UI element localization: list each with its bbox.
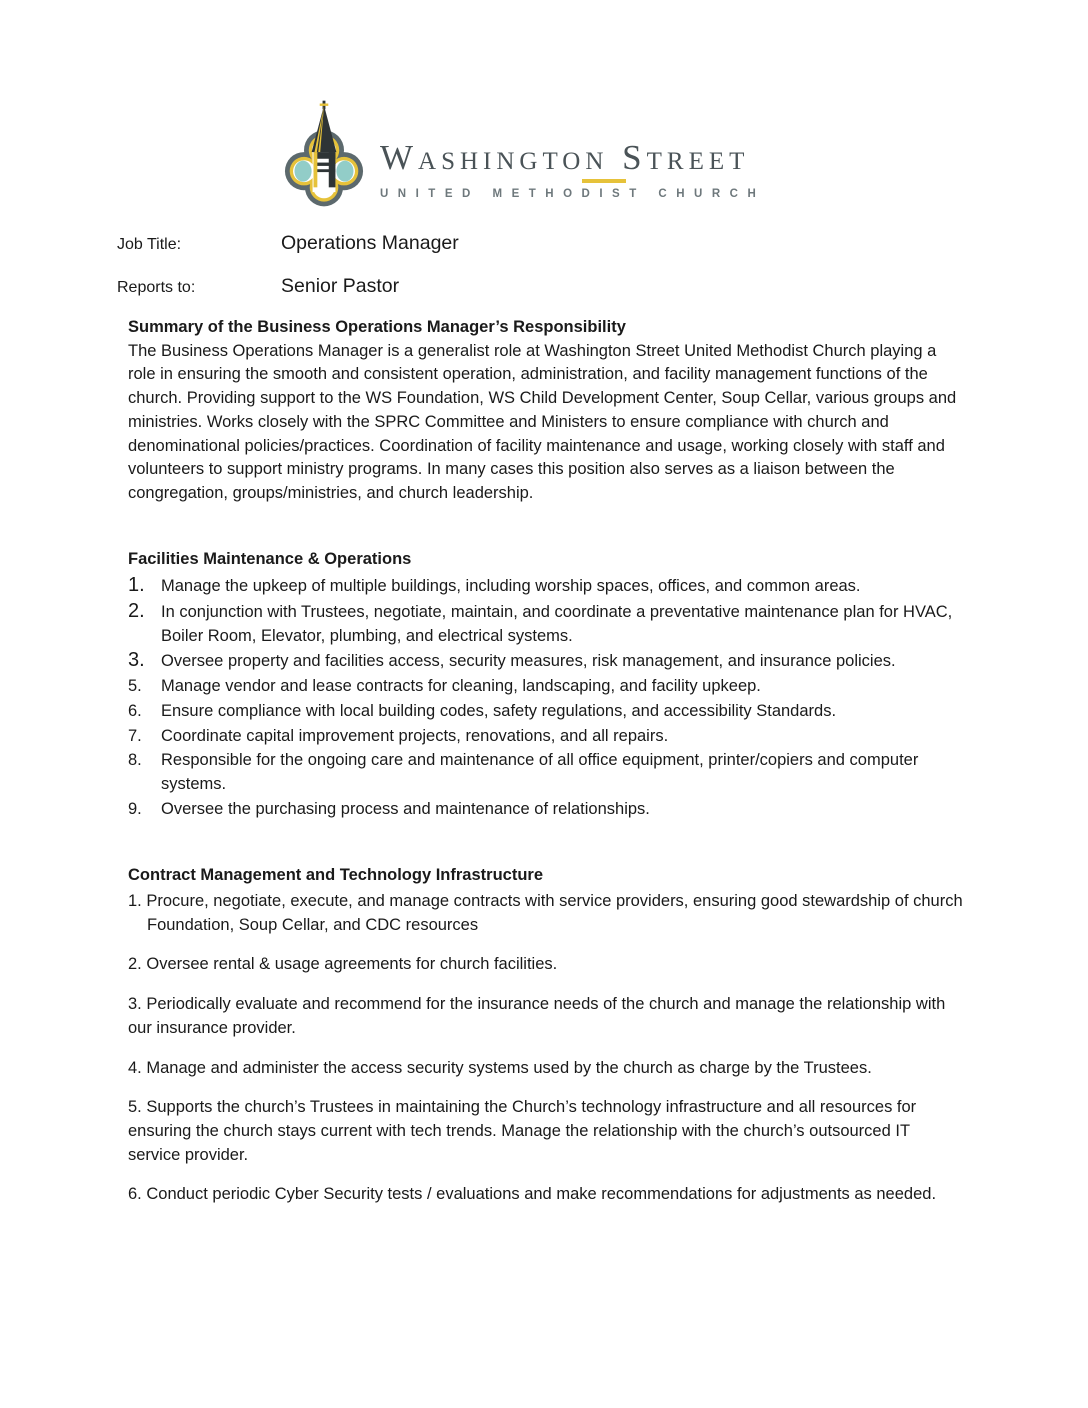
contract-item [128, 1183, 964, 1207]
item-number: 7. [128, 726, 142, 745]
facilities-item [128, 700, 964, 724]
logo-gold-underline [582, 179, 626, 183]
item-text: Manage the upkeep of multiple buildings, including worship spaces, offices, and common areas. [161, 577, 861, 596]
item-number: 1. [128, 892, 142, 911]
item-number: 1. [128, 574, 145, 597]
reports-to-value: Senior Pastor [281, 275, 400, 297]
item-number: 5. [128, 1098, 142, 1117]
church-emblem-icon [284, 100, 364, 208]
facilities-item [128, 798, 964, 822]
contract-item [128, 1096, 964, 1167]
facilities-item [128, 574, 964, 599]
reports-to-label: Reports to: [117, 279, 196, 296]
item-text: Manage vendor and lease contracts for cleaning, landscaping, and facility upkeep. [161, 677, 761, 696]
reports-to-row [117, 275, 1088, 298]
item-text: Conduct periodic Cyber Security tests / evaluations and make recommendations for adjustments as needed. [146, 1185, 937, 1204]
logo-subtitle: UNITED METHODIST CHURCH [380, 188, 766, 200]
job-title-value: Operations Manager [281, 232, 459, 254]
item-text: Coordinate capital improvement projects, renovations, and all repairs. [161, 726, 669, 745]
item-number: 3. [128, 995, 142, 1014]
contract-item [128, 890, 964, 937]
item-text: Manage and administer the access security systems used by the church as charge by the Trustees. [146, 1058, 872, 1077]
document-body [128, 316, 964, 1207]
item-text: Oversee rental & usage agreements for church facilities. [146, 955, 558, 974]
item-number: 9. [128, 799, 142, 818]
item-number: 8. [128, 751, 142, 770]
contract-item [128, 1057, 964, 1081]
facilities-item [128, 749, 964, 796]
item-text: Procure, negotiate, execute, and manage contracts with service providers, ensuring good stewardship of church Foundation, Soup Cellar, and CDC resources [146, 892, 963, 934]
item-text: Periodically evaluate and recommend for the insurance needs of the church and manage the relationship with our insurance provider. [128, 995, 946, 1037]
item-text: Oversee the purchasing process and maintenance of relationships. [161, 799, 650, 818]
item-text: Ensure compliance with local building codes, safety regulations, and accessibility Standards. [161, 701, 837, 720]
item-number: 6. [128, 701, 142, 720]
item-number: 2. [128, 600, 145, 623]
item-text: Responsible for the ongoing care and maintenance of all office equipment, printer/copiers and computer systems. [161, 751, 919, 793]
item-text: Oversee property and facilities access, security measures, risk management, and insurance policies. [161, 652, 896, 671]
summary-paragraph: The Business Operations Manager is a generalist role at Washington Street United Methodist Church playing a role in ensuring the smooth and consistent operation, administration, and facility management functions of the church. Providing support to the WS Foundation, WS Child Development Center, Soup Cellar, various groups and ministries. Works closely with the SPRC Committee and Ministers to ensure compliance with church and denominational policies/practices. Coordination of facility maintenance and usage, working closely with staff and volunteers to support ministry programs. In many cases this position also serves as a liaison between the congregation, groups/ministries, and church leadership. [128, 341, 957, 502]
facilities-item [128, 600, 964, 648]
church-logo [284, 100, 1088, 208]
item-number: 4. [128, 1058, 142, 1077]
item-text: Supports the church’s Trustees in maintaining the Church’s technology infrastructure and all resources for ensuring the church stays current with tech trends. Manage the relationship with the church’s outsourced IT service provider. [128, 1098, 917, 1164]
item-number: 2. [128, 955, 142, 974]
item-number: 5. [128, 677, 142, 696]
logo-wordmark: Washington Street [380, 138, 750, 177]
facilities-item [128, 725, 964, 749]
job-title-row [117, 232, 1088, 255]
logo-text-block [380, 140, 765, 200]
contract-item [128, 993, 964, 1040]
item-text: In conjunction with Trustees, negotiate, maintain, and coordinate a preventative maintenance plan for HVAC, Boiler Room, Elevator, plumbing, and electrical systems. [161, 603, 953, 645]
summary-heading: Summary of the Business Operations Manager’s Responsibility [128, 318, 626, 336]
job-meta [117, 232, 1088, 298]
job-title-label: Job Title: [117, 236, 182, 253]
facilities-item [128, 675, 964, 699]
item-number: 3. [128, 649, 145, 672]
facilities-heading: Facilities Maintenance & Operations [128, 549, 412, 568]
contract-heading: Contract Management and Technology Infrastructure [128, 866, 543, 885]
facilities-list [128, 574, 964, 821]
contract-item [128, 953, 964, 977]
facilities-item [128, 649, 964, 674]
item-number: 6. [128, 1185, 142, 1204]
